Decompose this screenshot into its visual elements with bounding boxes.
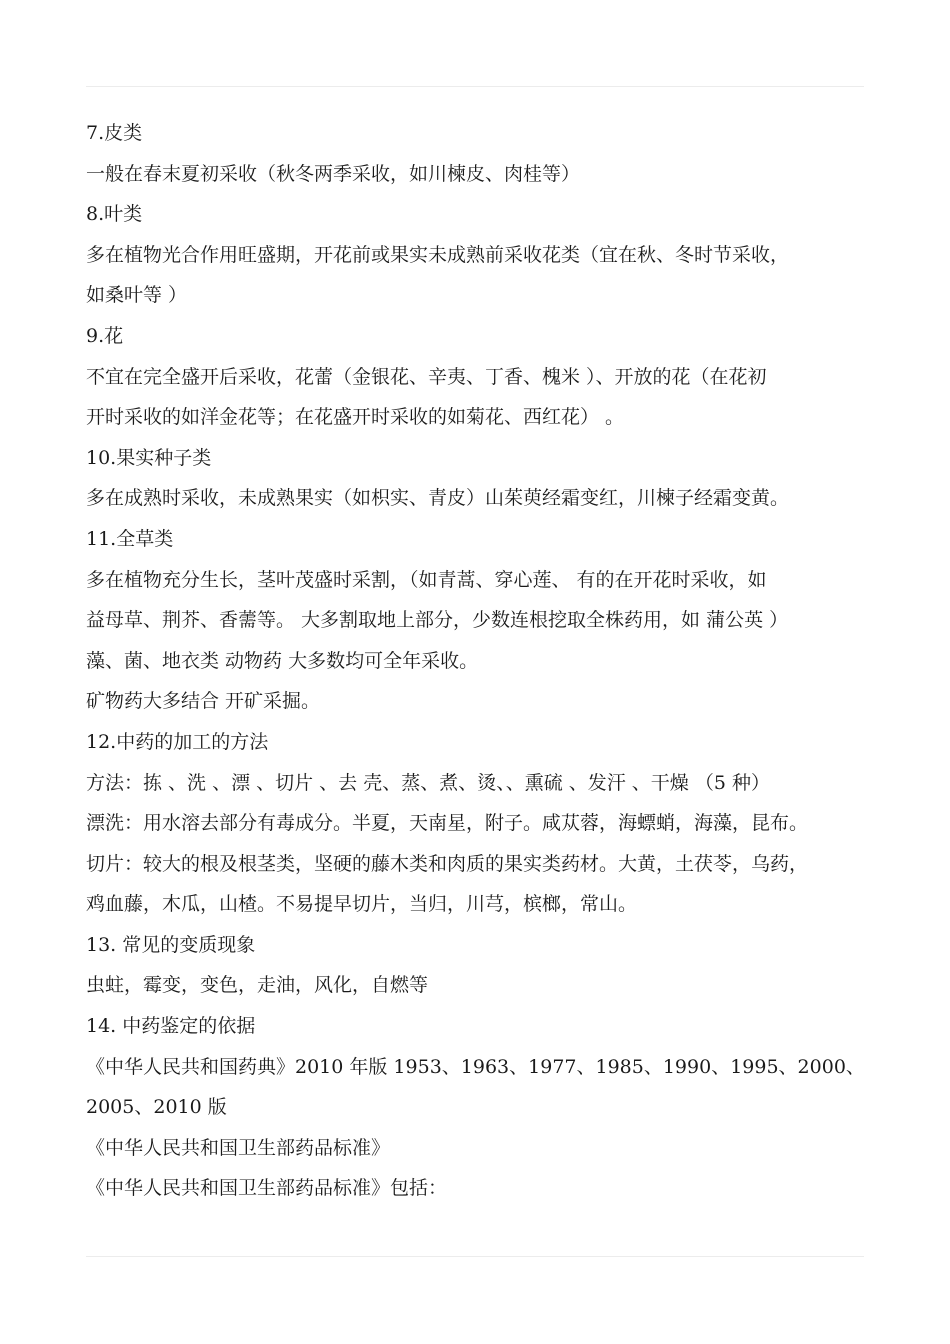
paragraph-line: 一般在春末夏初采收（秋冬两季采收，如川楝皮、肉桂等） — [86, 162, 581, 185]
paragraph-line: 虫蛀，霉变，变色，走油，风化，自燃等 — [86, 974, 429, 997]
paragraph-line: 益母草、荆芥、香薷等。 大多割取地上部分，少数连根挖取全株药用，如 蒲公英 ） — [86, 609, 789, 632]
paragraph-line: 不宜在完全盛开后采收，花蕾（金银花、辛夷、丁香、槐米 ）、开放的花（在花初 — [86, 365, 767, 388]
document-body — [86, 113, 876, 1209]
paragraph-line: 《中华人民共和国卫生部药品标准》包括： — [86, 1177, 448, 1200]
section-title-fruit-seed: 10.果实种子类 — [86, 446, 212, 469]
section-title-identification: 14. 中药鉴定的依据 — [86, 1015, 256, 1038]
section-title-deterioration: 13. 常见的变质现象 — [86, 933, 256, 956]
paragraph-line: 方法：拣 、洗 、漂 、切片 、去 壳、蒸、煮、烫、、熏硫 、发汗 、干燥 （5 种） — [86, 771, 770, 794]
section-title-flower: 9.花 — [86, 324, 124, 347]
paragraph-line: 漂洗：用水溶去部分有毒成分。半夏，天南星，附子。咸苁蓉，海螵蛸，海藻，昆布。 — [86, 812, 809, 835]
paragraph-line: 切片：较大的根及根茎类，坚硬的藤木类和肉质的果实类药材。大黄，土茯苓，乌药， — [86, 852, 809, 875]
section-title-processing: 12.中药的加工的方法 — [86, 730, 269, 753]
paragraph-line: 鸡血藤，木瓜，山楂。不易提早切片，当归，川芎，槟榔，常山。 — [86, 893, 638, 916]
paragraph-line: 多在植物充分生长，茎叶茂盛时采割，（如青蒿、穿心莲、 有的在开花时采收，如 — [86, 568, 767, 591]
footer-rule — [86, 1256, 864, 1257]
paragraph-line: 开时采收的如洋金花等；在花盛开时采收的如菊花、西红花） 。 — [86, 406, 625, 429]
paragraph-line: 矿物药大多结合 开矿采掘。 — [86, 690, 321, 713]
paragraph-line: 藻、菌、地衣类 动物药 大多数均可全年采收。 — [86, 649, 479, 672]
section-title-bark: 7.皮类 — [86, 122, 143, 144]
paragraph-line: 《中华人民共和国药典》2010 年版 1953、1963、1977、1985、1990、1995、2000、 — [86, 1055, 865, 1078]
paragraph-line: 2005、2010 版 — [86, 1096, 227, 1119]
paragraph-line: 多在植物光合作用旺盛期，开花前或果实未成熟前采收花类（宜在秋、冬时节采收， — [86, 243, 790, 266]
paragraph-line: 《中华人民共和国卫生部药品标准》 — [86, 1136, 391, 1159]
section-title-leaf: 8.叶类 — [86, 203, 143, 226]
header-rule — [86, 86, 864, 87]
paragraph-line: 多在成熟时采收，未成熟果实（如枳实、青皮）山茱萸经霜变红，川楝子经霜变黄。 — [86, 487, 790, 510]
section-title-whole-herb: 11.全草类 — [86, 527, 174, 550]
paragraph-line: 如桑叶等 ） — [86, 284, 188, 307]
